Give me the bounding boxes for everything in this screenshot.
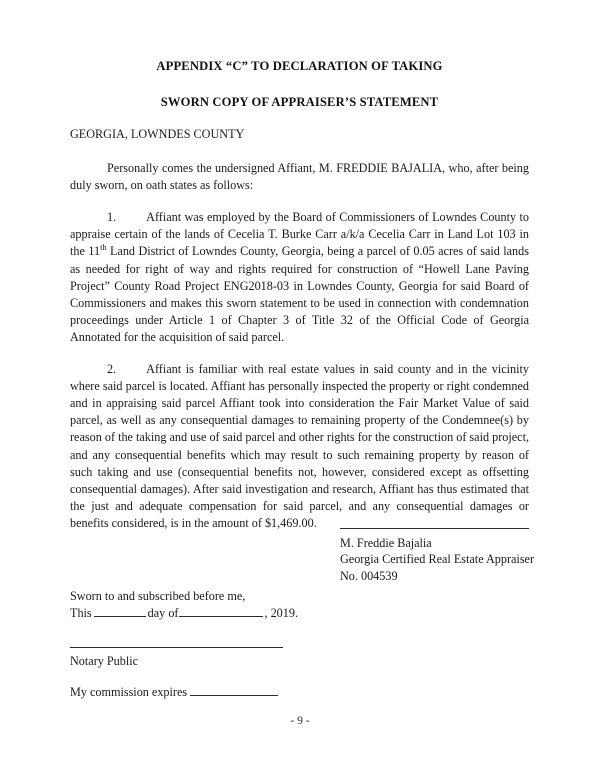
date-middle: day of — [147, 605, 179, 620]
numbered-paragraph-2 — [70, 361, 529, 532]
signer-license-number: No. 004539 — [340, 568, 398, 583]
document-body — [70, 126, 529, 547]
paragraph-number-2: 2. — [107, 362, 117, 377]
date-suffix: , 2019. — [264, 605, 298, 620]
signature-rule — [340, 528, 529, 529]
paragraph-2-text: Affiant is familiar with real estate values in said county and in the vicinity where said parcel is located. Affiant has personally inspected the property or right condemned and in appraising said parcel Affiant took into consideration the Fair Market Value of said parcel, as well as any consequential damages to remaining property of the Condemnee(s) by reason of the taking and use of said parcel and other rights for the construction of said project, and any consequential benefits which may result to such remaining property by reason of such taking and use (consequential benefits not, however, considered except as offsetting consequential damages). After said investigation and research, Affiant has thus estimated that the just and adequate compensation for said parcel, and any consequential damages or benefits considered, is in the amount of $1,469.00. — [70, 362, 529, 530]
page-number-footer: - 9 - — [290, 714, 310, 727]
paragraph-1-text-b: Land District of Lowndes County, Georgia, being a parcel of 0.05 acres of said lands as needed for right of way and rights required for construction of “Howell Lane Paving Project” County Road Project ENG2018-03 in Lowndes County, Georgia for said Board of Commissioners and makes this sworn statement to be used in connection with condemnation proceedings under Article 1 of Chapter 3 of Title 32 of the Official Code of Georgia Annotated for the acquisition of said parcel. — [70, 244, 529, 344]
signer-title: Georgia Certified Real Estate Appraiser — [340, 552, 535, 567]
paragraph-1-text-a: Affiant was employed by the Board of Commissioners of Lowndes County to appraise certain of the lands of Cecelia T. Burke Carr a/k/a Cecelia Carr in Land Lot 103 in the — [70, 210, 529, 259]
ordinal-base: 11 — [88, 244, 101, 259]
ordinal-suffix: th — [100, 243, 107, 253]
page-subtitle: SWORN COPY OF APPRAISER’S STATEMENT — [160, 95, 439, 109]
notary-block — [70, 588, 298, 622]
page-title: APPENDIX “C” TO DECLARATION OF TAKING — [156, 59, 443, 73]
day-blank-field[interactable] — [94, 605, 146, 617]
preamble-paragraph — [70, 160, 529, 194]
notary-date-line — [70, 605, 298, 622]
signature-block — [340, 528, 535, 584]
notary-public-label: Notary Public — [70, 654, 139, 668]
paragraph-number-1: 1. — [107, 210, 117, 225]
commission-label: My commission expires — [70, 685, 188, 699]
signer-name: M. Freddie Bajalia — [340, 536, 432, 550]
jurisdiction-line: GEORGIA, LOWNDES COUNTY — [70, 127, 245, 141]
date-prefix: This — [70, 605, 92, 620]
commission-expiry-line — [70, 684, 278, 700]
notary-signature-rule — [70, 647, 283, 648]
sworn-statement-line: Sworn to and subscribed before me, — [70, 589, 246, 603]
commission-blank-field[interactable] — [190, 684, 278, 696]
preamble-text: Personally comes the undersigned Affiant, M. FREDDIE BAJALIA, who, after being duly sworn, on oath states as follows: — [70, 161, 529, 193]
document-heading-block — [70, 58, 529, 111]
month-blank-field[interactable] — [179, 605, 263, 617]
numbered-paragraph-1 — [70, 209, 529, 346]
